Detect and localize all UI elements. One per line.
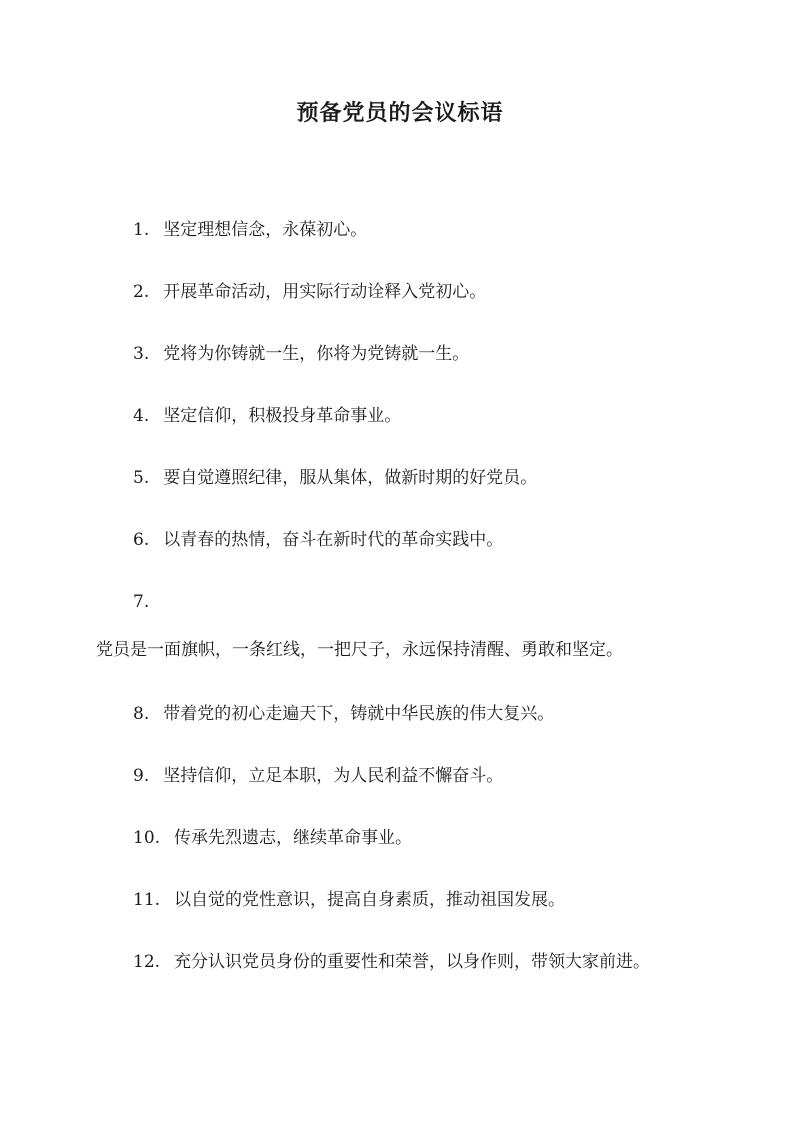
item-number: 5. — [133, 468, 150, 488]
item-number: 2. — [133, 282, 150, 302]
item-number: 3. — [133, 344, 150, 364]
item-text: 以青春的热情，奋斗在新时代的革命实践中。 — [163, 530, 504, 550]
slogan-item-5 — [133, 466, 537, 490]
item-number: 11. — [133, 890, 161, 910]
slogan-item-7-number: 7. — [133, 592, 150, 612]
item-number: 1. — [133, 220, 150, 240]
slogan-item-6 — [133, 528, 503, 552]
item-text: 开展革命活动，用实际行动诠释入党初心。 — [163, 282, 487, 302]
item-text: 坚定理想信念，永葆初心。 — [163, 220, 368, 240]
slogan-item-2 — [133, 280, 486, 304]
item-number: 6. — [133, 530, 150, 550]
slogan-item-11 — [133, 888, 565, 912]
slogan-item-8 — [133, 702, 554, 726]
slogan-item-4 — [133, 404, 401, 428]
item-text: 坚持信仰，立足本职，为人民利益不懈奋斗。 — [163, 766, 504, 786]
slogan-item-3 — [133, 342, 469, 366]
item-number: 10. — [133, 828, 161, 848]
item-text: 充分认识党员身份的重要性和荣誉，以身作则，带领大家前进。 — [174, 952, 651, 972]
item-text: 传承先烈遗志，继续革命事业。 — [174, 828, 413, 848]
slogan-item-9 — [133, 764, 503, 788]
slogan-item-10 — [133, 826, 412, 850]
slogan-item-12 — [133, 950, 650, 974]
item-number: 12. — [133, 952, 161, 972]
slogan-item-1 — [133, 218, 367, 242]
item-text: 坚定信仰，积极投身革命事业。 — [163, 406, 402, 426]
item-number: 9. — [133, 766, 150, 786]
item-text: 带着党的初心走遍天下，铸就中华民族的伟大复兴。 — [163, 704, 555, 724]
item-text: 以自觉的党性意识，提高自身素质，推动祖国发展。 — [174, 890, 566, 910]
slogan-item-7-text: 党员是一面旗帜，一条红线，一把尺子，永远保持清醒、勇敢和坚定。 — [96, 640, 623, 660]
item-text: 党将为你铸就一生，你将为党铸就一生。 — [163, 344, 470, 364]
item-number: 8. — [133, 704, 150, 724]
item-text: 要自觉遵照纪律，服从集体，做新时期的好党员。 — [163, 468, 538, 488]
document-title: 预备党员的会议标语 — [296, 100, 504, 126]
item-number: 4. — [133, 406, 150, 426]
